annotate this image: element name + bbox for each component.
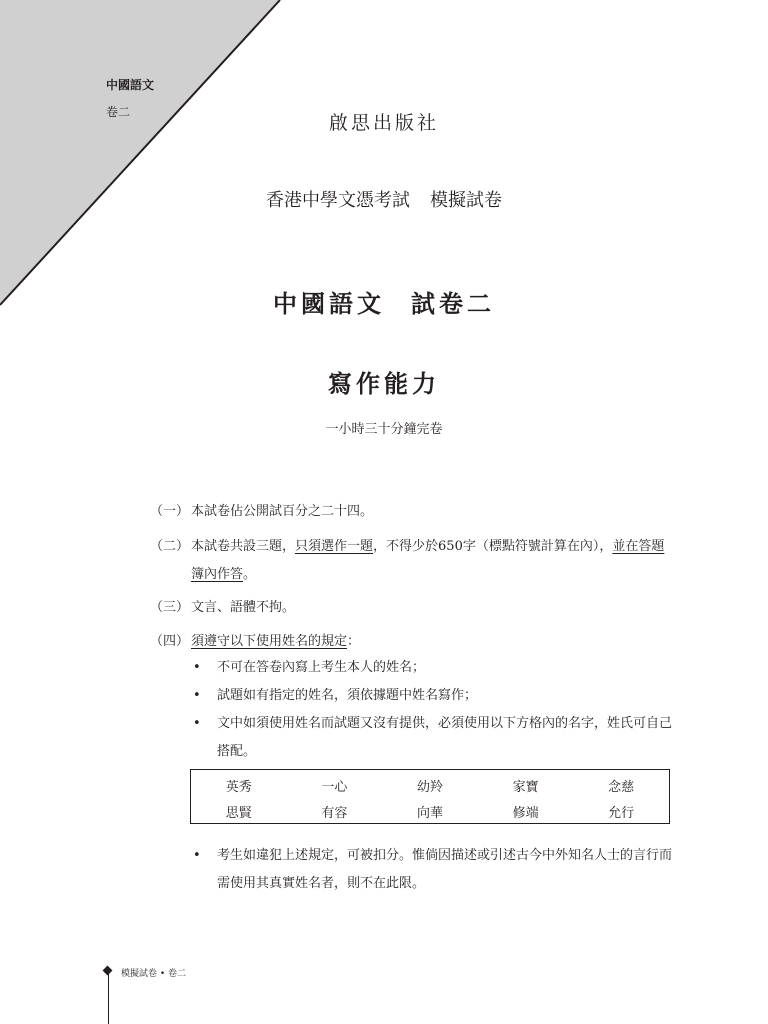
names-box (190, 769, 670, 824)
table-row (191, 798, 669, 824)
footer-rule (108, 972, 109, 1024)
name-cell: 英秀 (225, 779, 252, 795)
names-table (191, 770, 669, 824)
instruction-text: 文言、語體不拘。 (191, 600, 296, 615)
text-run: 本試卷共設三題， (191, 539, 296, 554)
bullet-icon: • (193, 688, 201, 703)
instruction-2 (150, 533, 675, 589)
corner-paper: 卷二 (106, 105, 131, 119)
instruction-text (191, 533, 675, 589)
list-item-text: 試題如有指定的姓名，須依據題中姓名寫作； (217, 688, 478, 703)
name-rules-list (191, 654, 681, 766)
instruction-text: 本試卷佔公開試百分之二十四。 (191, 504, 374, 519)
name-cell: 幼羚 (416, 779, 443, 795)
exam-title: 香港中學文憑考試 (266, 190, 410, 211)
bullet-icon: • (193, 848, 201, 863)
text-run: 。 (243, 567, 257, 582)
list-item (191, 842, 681, 898)
name-cell: 修端 (512, 805, 539, 821)
diamond-icon (103, 966, 113, 976)
instruction-1 (150, 498, 675, 526)
name-cell: 念慈 (608, 779, 635, 795)
name-cell: 思賢 (225, 805, 252, 821)
instruction-number: （二） (150, 539, 190, 554)
bullet-icon: • (193, 660, 201, 675)
paper-title (0, 284, 768, 319)
text-run: ： (347, 634, 361, 649)
underlined-text: 須遵守以下使用姓名的規定 (191, 634, 348, 649)
name-cell: 向華 (416, 805, 443, 821)
publisher: 啟思出版社 (328, 112, 439, 134)
exam-type: 模擬試卷 (430, 190, 502, 211)
table-row (191, 770, 669, 798)
section-title: 寫作能力 (328, 370, 440, 398)
underlined-text: 並在答題簿內作答 (191, 539, 665, 582)
instruction-number: （一） (150, 504, 190, 519)
list-item (191, 682, 681, 710)
list-item-text: 考生如違犯上述規定，可被扣分。惟倘因描述或引述古今中外知名人士的言行而需使用其真實姓名者，則不在此限。 (217, 848, 673, 891)
name-cell: 一心 (321, 779, 348, 795)
bullet-icon: • (193, 716, 201, 731)
instruction-number: （四） (150, 634, 190, 649)
instruction-3 (150, 594, 675, 622)
name-cell: 家寶 (512, 779, 539, 795)
instruction-4 (150, 628, 675, 656)
duration: 一小時三十分鐘完卷 (325, 422, 443, 437)
text-run: ，不得少於650字（標點符號計算在內）， (373, 539, 613, 554)
corner-subject: 中國語文 (106, 78, 155, 92)
instruction-number: （三） (150, 600, 190, 615)
penalty-note (191, 842, 681, 898)
paper-subject: 中國語文 (273, 290, 385, 318)
list-item-text: 文中如須使用姓名而試題又沒有提供，必須使用以下方格內的名字，姓氏可自己搭配。 (217, 716, 673, 759)
list-item (191, 654, 681, 682)
instruction-text (191, 628, 675, 656)
exam-heading (0, 186, 768, 212)
list-item-text: 不可在答卷內寫上考生本人的姓名； (217, 660, 426, 675)
corner-triangle (0, 0, 290, 310)
list-item (191, 710, 681, 766)
paper-number: 試卷二 (411, 290, 495, 318)
underlined-text: 只須選作一題 (295, 539, 374, 554)
page-footer: 模擬試卷 • 卷二 (121, 969, 187, 979)
name-cell: 有容 (321, 805, 348, 821)
name-cell: 允行 (608, 805, 635, 821)
